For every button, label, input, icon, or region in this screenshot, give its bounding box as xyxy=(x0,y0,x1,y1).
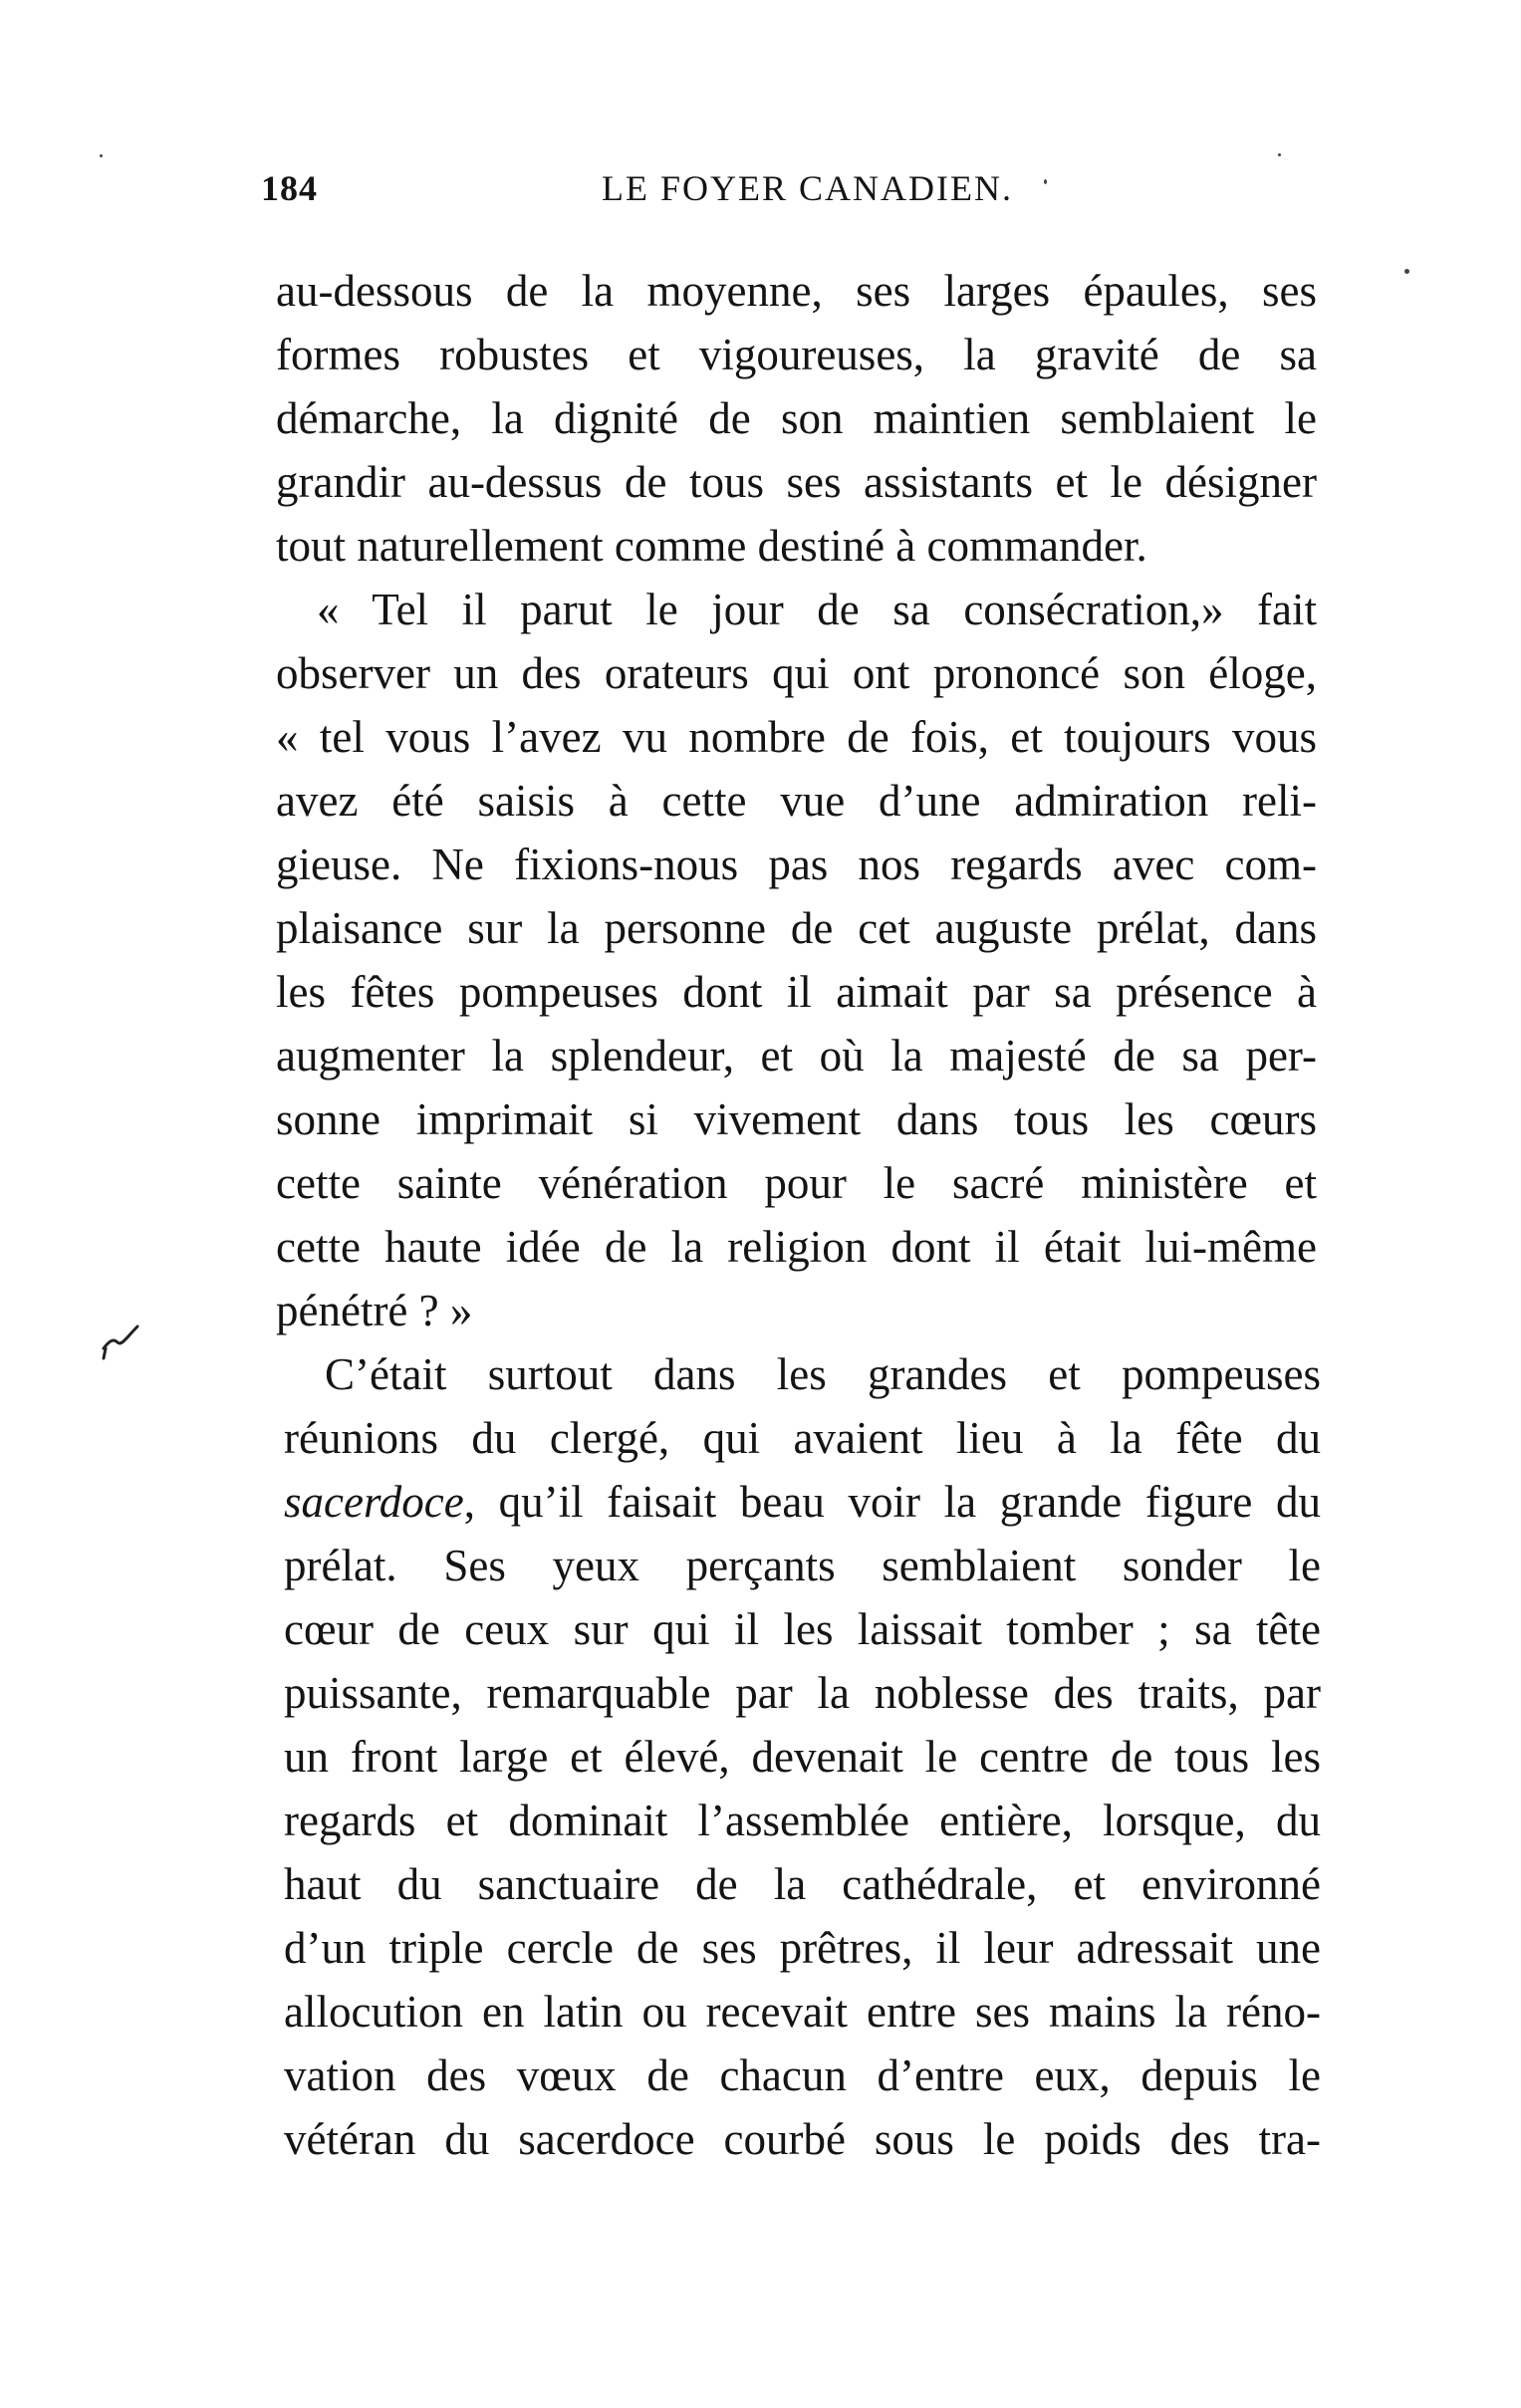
text-line: puissante, remarquable par la noblesse des traits, par xyxy=(284,1668,1321,1718)
text-line: augmenter la splendeur, et où la majesté de sa per- xyxy=(276,1031,1317,1081)
text-line: prélat. Ses yeux perçants semblaient sonder le xyxy=(284,1541,1321,1590)
dust-speck xyxy=(1404,269,1409,274)
page-number: 184 xyxy=(261,168,318,208)
text-line: un front large et élevé, devenait le centre de tous les xyxy=(284,1732,1321,1782)
dust-speck xyxy=(100,154,103,157)
text-line: démarche, la dignité de son maintien semblaient le xyxy=(276,393,1317,443)
margin-pencil-mark xyxy=(100,1319,145,1362)
text-line: « Tel il parut le jour de sa consécration,» fait xyxy=(317,585,1317,634)
page-header xyxy=(261,167,1038,227)
text-line: les fêtes pompeuses dont il aimait par sa présence à xyxy=(276,967,1317,1017)
text-line: réunions du clergé, qui avaient lieu à la fête du xyxy=(284,1413,1321,1463)
text-line: regards et dominait l’assemblée entière, lorsque, du xyxy=(284,1796,1321,1845)
text-line: haut du sanctuaire de la cathédrale, et environné xyxy=(284,1859,1321,1909)
text-line: au-dessous de la moyenne, ses larges épaules, ses xyxy=(276,266,1317,316)
text-line: tout naturellement comme destiné à commander. xyxy=(276,521,1147,571)
text-line: sonne imprimait si vivement dans tous les cœurs xyxy=(276,1094,1317,1144)
text-line: cœur de ceux sur qui il les laissait tomber ; sa tête xyxy=(284,1604,1321,1654)
text-line: vétéran du sacerdoce courbé sous le poids des tra- xyxy=(284,2114,1321,2164)
dust-speck xyxy=(1044,179,1047,184)
text-line: cette sainte vénération pour le sacré ministère et xyxy=(276,1158,1317,1208)
text-line: C’était surtout dans les grandes et pompeuses xyxy=(325,1349,1321,1399)
text-line: plaisance sur la personne de cet auguste prélat, dans xyxy=(276,903,1317,953)
text-line xyxy=(284,1472,1321,1532)
text-line: observer un des orateurs qui ont prononcé son éloge, xyxy=(276,648,1317,698)
text-line-rest: , qu’il faisait beau voir la grande figure du xyxy=(463,1477,1321,1527)
text-line: allocution en latin ou recevait entre ses mains la réno- xyxy=(284,1987,1321,2037)
dust-speck xyxy=(1278,153,1281,156)
text-line: cette haute idée de la religion dont il était lui-même xyxy=(276,1222,1317,1272)
text-line: formes robustes et vigoureuses, la gravité de sa xyxy=(276,330,1317,379)
text-line: gieuse. Ne fixions-nous pas nos regards avec com- xyxy=(276,840,1317,889)
text-line: vation des vœux de chacun d’entre eux, depuis le xyxy=(284,2050,1321,2100)
running-title: LE FOYER CANADIEN. xyxy=(602,168,1013,208)
text-line: « tel vous l’avez vu nombre de fois, et toujours vous xyxy=(276,712,1317,762)
text-line: grandir au-dessus de tous ses assistants et le désigner xyxy=(276,457,1317,507)
text-line: avez été saisis à cette vue d’une admiration reli- xyxy=(276,776,1317,826)
text-line: d’un triple cercle de ses prêtres, il leur adressait une xyxy=(284,1923,1321,1973)
text-line: pénétré ? » xyxy=(276,1286,473,1335)
italic-word: sacerdoce xyxy=(284,1477,464,1527)
